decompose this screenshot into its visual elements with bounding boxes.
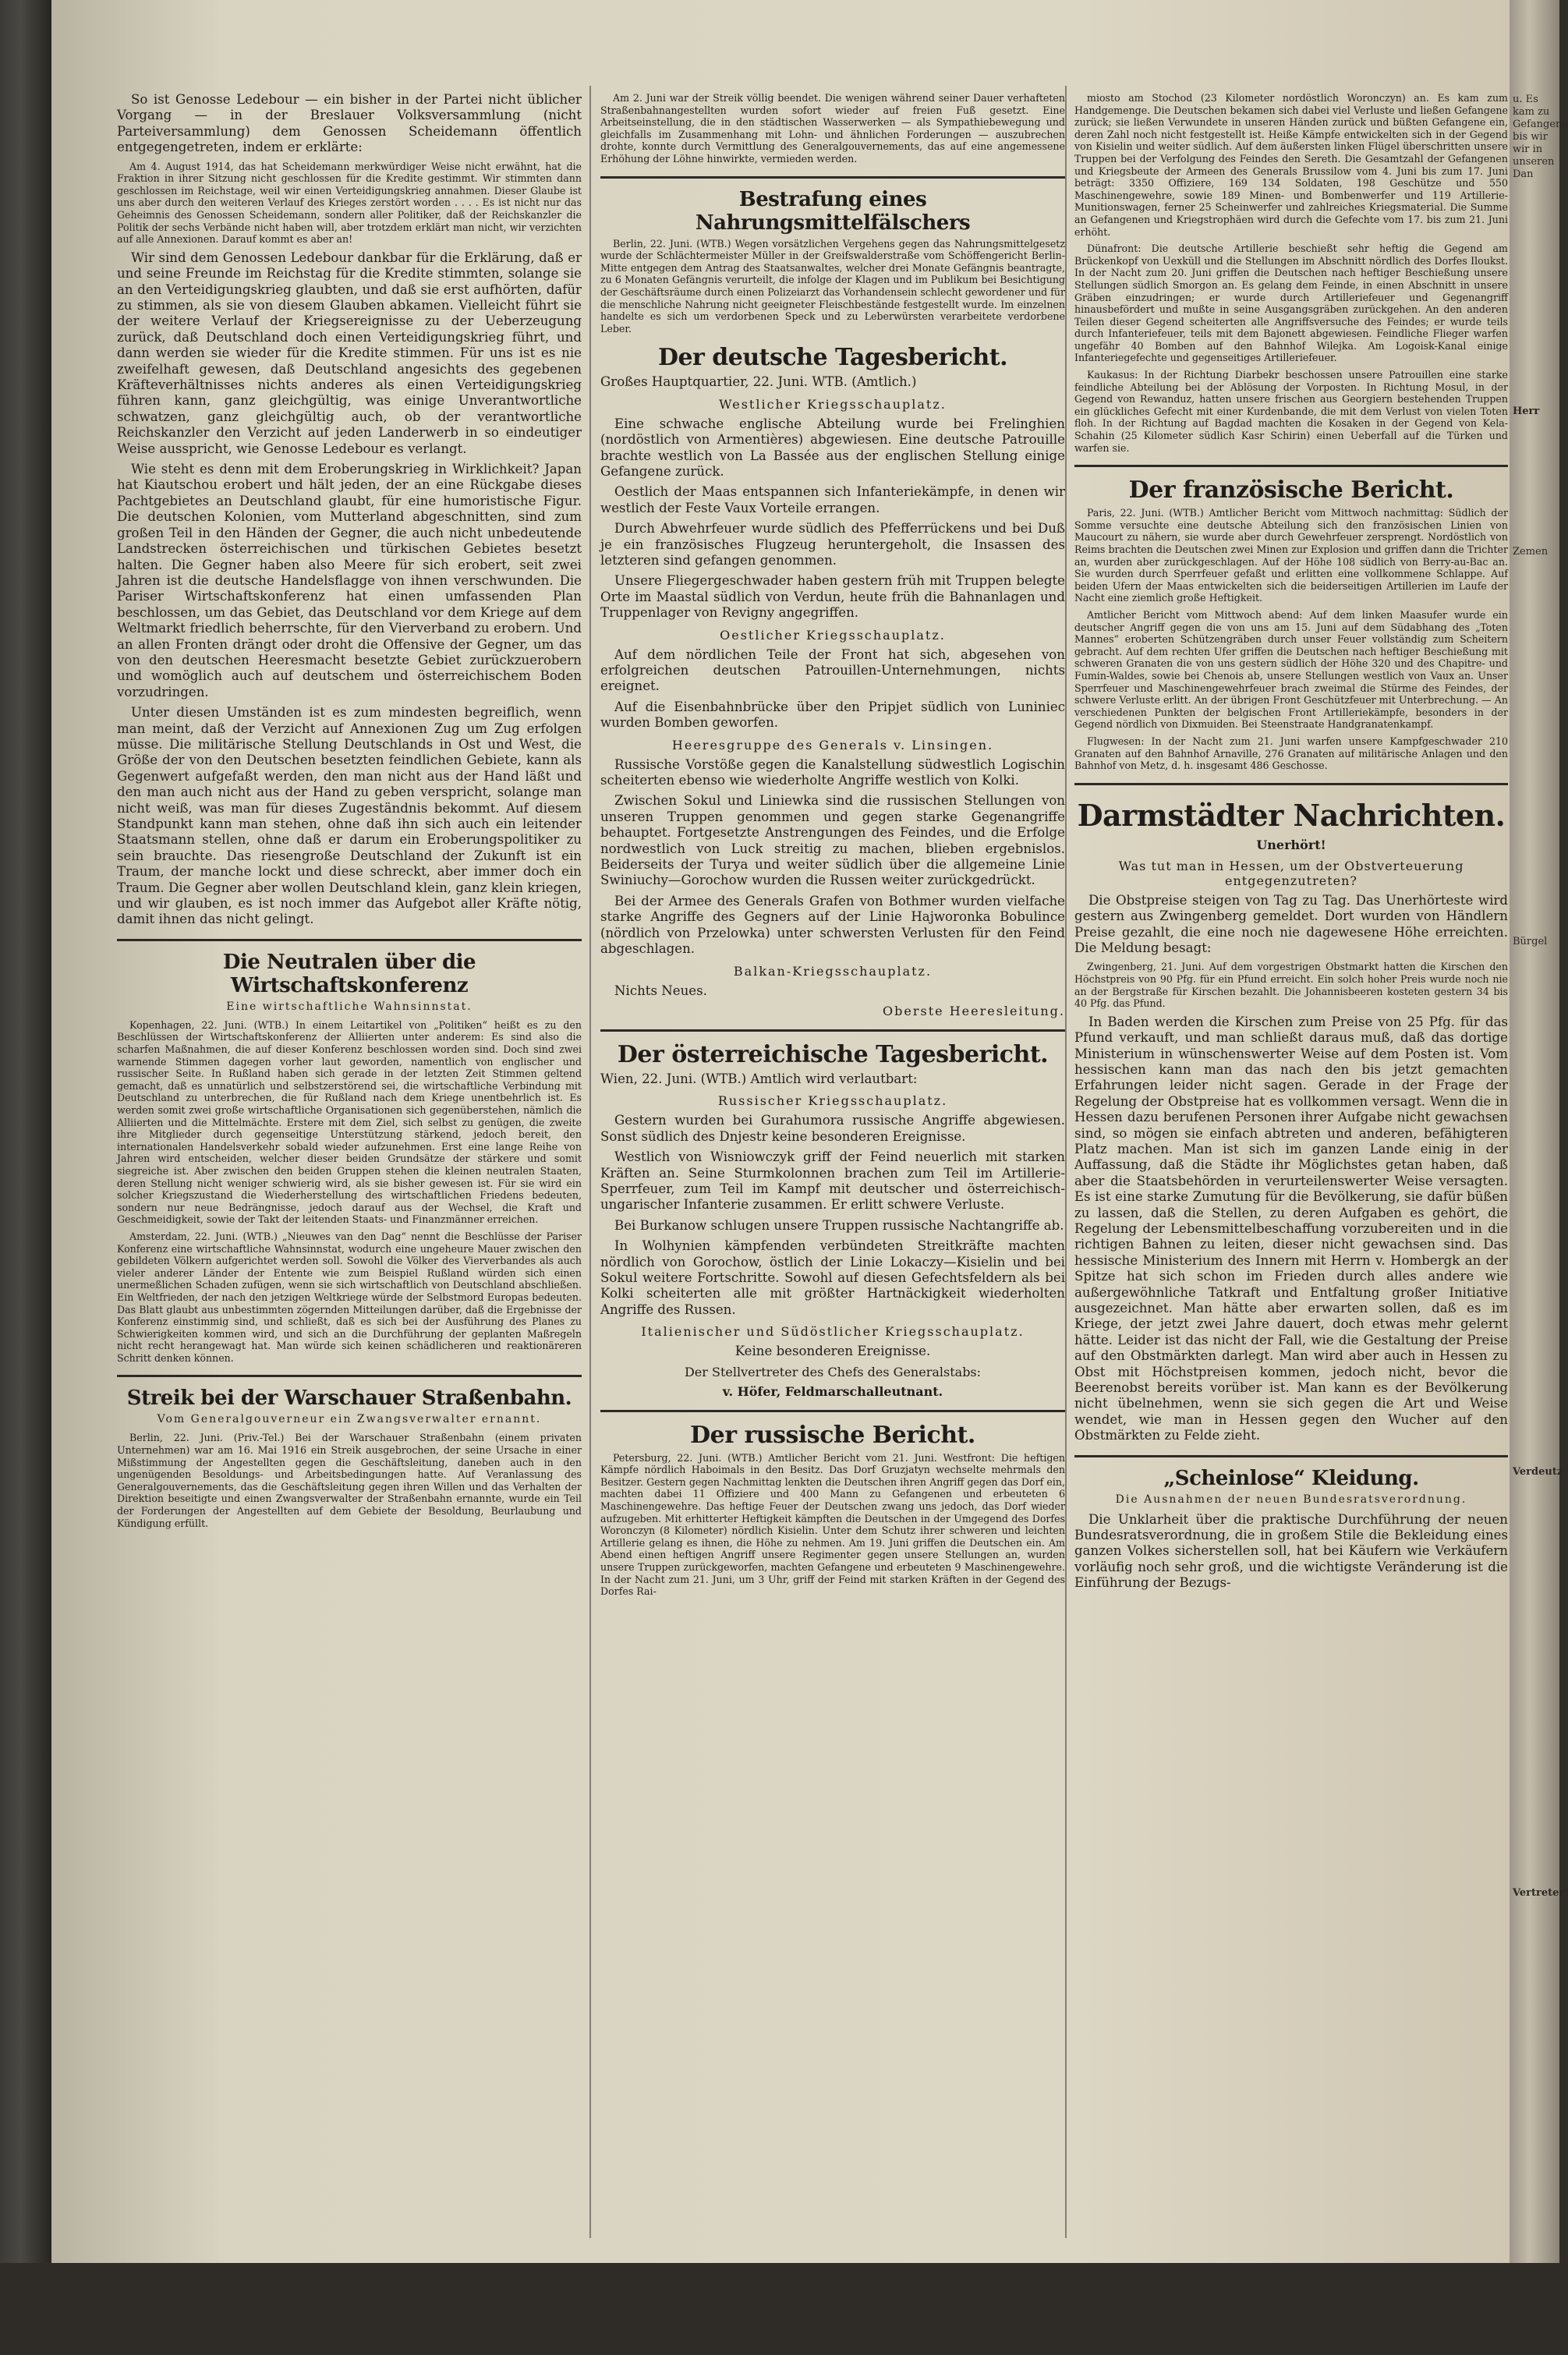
paragraph: Auf dem nördlichen Teile der Front hat sich, abgesehen von erfolgreichen deutschen Patrouillen-Unternehmungen, nichts ereignet. (600, 646, 1065, 694)
divider (600, 176, 1065, 179)
paragraph: Zwischen Sokul und Liniewka sind die russischen Stellungen von unseren Truppen genommen und gegen starke Gegenangriffe behauptet. Fortgesetzte Anstrengungen des Feindes, und die Erfolge nordwestlich von Luck streitig zu machen, blieben ergebnislos. Beiderseits der Turya und weiter südlich über die allgemeine Linie Swiniuchy—Gorochow wurden die Russen weiter zurückgedrückt. (600, 793, 1065, 888)
divider (600, 1029, 1065, 1032)
edge-text: Herr (1513, 405, 1540, 417)
paragraph: Gestern wurden bei Gurahumora russische Angriffe abgewiesen. Sonst südlich des Dnjestr keine besonderen Ereignisse. (600, 1113, 1065, 1144)
headline-neutrale: Die Neutralen über die Wirtschaftskonferenz (222, 950, 476, 997)
paragraph: Bei der Armee des Generals Grafen von Bothmer wurden vielfache starke Angriffe des Gegners auf der Linie Hajworonka Bobulince (nördlich von Przelowka) unter schwersten Verlusten für den Feind abgeschlagen. (600, 893, 1065, 957)
paragraph: Nichts Neues. (614, 983, 707, 998)
section-heading: Balkan-Kriegsschauplatz. (733, 963, 933, 979)
signature: Der Stellvertreter des Chefs des Generalstabs: (684, 1364, 982, 1379)
divider (117, 1375, 582, 1377)
paragraph: Russische Vorstöße gegen die Kanalstellung südwestlich Logischin scheiterten ebenso wie wiederholte Angriffe westlich von Kolki. (600, 756, 1065, 788)
divider (1074, 783, 1508, 785)
paragraph: Die Obstpreise steigen von Tag zu Tag. Das Unerhörteste wird gestern aus Zwingenberg gemeldet. Dort wurden von Händlern Preise gezahlt, die eine noch nie dagewesene Höhe erreichten. Die Meldung besagt: (1074, 892, 1508, 955)
paragraph: Am 2. Juni war der Streik völlig beendet. Die wenigen während seiner Dauer verhafteten Straßenbahnangestellten wurden sofort wieder auf freien Fuß gesetzt. Eine Arbeitseinstellung, die in den städtischen Wasserwerken — als Sympathiebewegung und gleichfalls im Zusammenhang mit Lohn- und ähnlichen Forderungen — auszubrechen drohte, konnte durch Vermittlung des Generalgouvernements, das auf eine angemessene Erhöhung der Löhne hinwirkte, vermieden werden. (600, 92, 1065, 165)
paragraph: Oestlich der Maas entspannen sich Infanteriekämpfe, in denen wir westlich der Feste Vaux Vorteile errangen. (600, 484, 1065, 515)
newspaper-page (51, 0, 1510, 2263)
paragraph: Kopenhagen, 22. Juni. (WTB.) In einem Leitartikel von „Politiken“ heißt es zu den Beschlüssen der Wirtschaftskonferenz der Alliierten unter anderem: Es sind also die scharfen Maßnahmen, die auf dieser Konferenz beschlossen worden sind. Doch sind zwei warnende Stimmen dagegen vorher laut geworden, namentlich von englischer und russischer Seite. In Rußland haben sich gerade in der letzten Zeit Stimmen geltend gemacht, daß es unnatürlich und selbstzerstörend sei, die wirtschaftliche Verbindung mit Deutschland zu unterbrechen, die für Rußland nach dem Kriege unentbehrlich ist. Es werden somit zwei große wirtschaftliche Organisationen sich gegenüberstehen, nämlich die Alliierten und die Mittelmächte. Erstere mit dem Ziel, sich selbst zu genügen, die zweite ihre Mitglieder durch gegenseitige Unterstützung stärkend, jedoch bereit, den internationalen Handelsverkehr sobald wieder aufzunehmen. Erst eine lange Reihe von Jahren wird entscheiden, welcher dieser beiden Grundsätze der stärkere und somit siegreiche ist. Aber zwischen den beiden Gruppen stehen die kleinen neutralen Staaten, deren Stellung nicht weniger schwierig wird, als sie bisher gewesen ist. Für sie wird ein solcher Kriegszustand die Wiederherstellung des wirtschaftlichen Friedens bedeuten, sondern nur neue Bedrängnisse, jedoch darauf aus der Wechsel, die Kraft und Geschmeidigkeit, sowie der Takt der leitenden Staats- und Finanzmänner erreichen. (117, 1018, 582, 1226)
paragraph: Amsterdam, 22. Juni. (WTB.) „Nieuwes van den Dag“ nennt die Beschlüsse der Pariser Konferenz eine wirtschaftliche Wahnsinnstat, wodurch eine ungeheure Mauer zwischen den gebildeten Völkern aufgerichtet werden soll. Sowohl die Völker des Vierverbandes als auch vieler anderer Länder der Entente wie zum Beispiel Rußland würden sich einen unermeßlichen Schaden zufügen, wenn sie sich wirtschaftlich von Deutschland abschließen. Ein Weltfrieden, der nach den jetzigen Weltkriege würde der Selbstmord Europas bedeuten. Das Blatt glaubt aus unbestimmten zögernden Mitteilungen darüber, daß die Ergebnisse der Konferenz einstimmig sind, und schließt, daß es sich bei der Ausführung des Planes zu Schwierigkeiten kommen wird, und sich an die Durchführung der geplanten Maßregeln nicht recht herangewagt hat. Man würde sich keinen schädlicheren und reaktionäreren Schritt denken können. (117, 1230, 582, 1364)
paragraph: Auf die Eisenbahnbrücke über den Pripjet südlich von Luniniec wurden Bomben geworfen. (600, 699, 1065, 731)
column-left (117, 92, 582, 2355)
divider (600, 1410, 1065, 1412)
signature: Oberste Heeresleitung. (883, 1003, 1065, 1018)
paragraph: Eine schwache englische Abteilung wurde bei Frelinghien (nordöstlich von Armentières) abgewiesen. Eine deutsche Patrouille brachte westlich von La Bassée aus der englischen Stellung einige Gefangene zurück. (600, 416, 1065, 479)
paragraph: miosto am Stochod (23 Kilometer nordöstlich Woronczyn) an. Es kam zum Handgemenge. Die Deutschen bekamen sich dabei viel Verluste und ließen Gefangene zurück; sie ließen Verwundete in unseren Händen zurück und büßten Gefangene ein, deren Zahl noch nicht festgestellt ist. Heiße Kämpfe entwickelten sich in der Gegend von Kisielin und weiter südlich. Auf dem äußersten linken Flügel überschritten unsere Truppen bei der Verfolgung des Feindes den Sereth. Die Gesamtzahl der Gefangenen und Kriegsbeute der Armeen des Generals Brussilow vom 4. Juni bis zum 17. Juni beträgt: 3350 Offiziere, 169 134 Soldaten, 198 Geschütze und 550 Maschinengewehre, sowie 189 Minen- und Bombenwerfer und 119 Artillerie-Munitionswagen, ferner 25 Scheinwerfer und zahlreiches Kriegsmaterial. Die Summe an Gefangenen und Kriegstrophäen wird durch die Gefechte vom 17. bis zum 21. Juni erhöht. (1074, 92, 1508, 238)
section-heading: Was tut man in Hessen, um der Obstverteuerung entgegenzutreten? (1118, 858, 1464, 888)
subheadline: Vom Generalgouverneur ein Zwangsverwalter ernannt. (157, 1413, 542, 1426)
paragraph: Unsere Fliegergeschwader haben gestern früh mit Truppen belegte Orte im Maastal südlich von Verdun, heute früh die Bahnanlagen und Truppenlager von Revigny angegriffen. (600, 573, 1065, 621)
section-heading: Heeresgruppe des Generals v. Linsingen. (671, 737, 994, 753)
headline-streik: Streik bei der Warschauer Straßenbahn. (126, 1386, 572, 1411)
headline-bestrafung: Bestrafung eines Nahrungsmittelfälschers (695, 187, 971, 235)
paragraph: Durch Abwehrfeuer wurde südlich des Pfefferrückens und bei Duß je ein französisches Flugzeug heruntergeholt, die Insassen des letzteren sind gefangen genommen. (600, 521, 1065, 568)
edge-text: Bürgel (1513, 936, 1548, 947)
paragraph: Wie steht es denn mit dem Eroberungskrieg in Wirklichkeit? Japan hat Kiautschou erobert und hält jeden, der an eine Rückgabe dieses Pachtgebietes an Deutschland glaubt, für eine humoristische Figur. Die deutschen Kolonien, vom Mutterland abgeschnitten, sind zum großen Teil in den Händen der Gegner, die auch nicht unbedeutende Landstrecken österreichischen und türkischen Gebietes besetzt halten. Die Gegner haben also Meere für sich erobert, seit zwei Jahren ist die deutsche Handelsflagge von ihnen verschwunden. Die Pariser Wirtschaftskonferenz hat einen umfassenden Plan beschlossen, um das Gebiet, das Deutschland vor dem Kriege auf dem Weltmarkt friedlich beherrschte, für den Vierverband zu erobern. Und an allen Fronten drängt oder droht die Offensive der Gegner, um das von den deutschen Heeresmacht besetzte Gebiet zurückzuerobern und womöglich auch auf deutschem und österreichischem Boden vorzudringen. (117, 462, 582, 699)
divider (1074, 1455, 1508, 1457)
signature: v. Höfer, Feldmarschalleutnant. (722, 1383, 943, 1399)
paragraph: In Wolhynien kämpfenden verbündeten Streitkräfte machten nördlich von Gorochow, östlich der Linie Lokaczy—Kisielin und bei Sokul weitere Fortschritte. Sowohl auf diesen Gefechtsfeldern als bei Kolki scheiterten alle mit größter Hartnäckigkeit wiederholten Angriffe des Russen. (600, 1238, 1065, 1317)
book-spine (0, 0, 51, 2263)
edge-text: Verdeutz (1513, 1466, 1563, 1478)
paragraph: Berlin, 22. Juni. (WTB.) Wegen vorsätzlichen Vergehens gegen das Nahrungsmittelgesetz wurde der Schlächtermeister Müller in der Greifswalderstraße vom Schöffengericht Berlin-Mitte entgegen dem Antrag des Staatsanwaltes, welcher drei Monate Gefängnis beantragte, zu 6 Monaten Gefängnis verurteilt, die infolge der Klagen und im Publikum bei Besichtigung der Geschäftsräume durch einen Polizeiarzt das Vorhandensein schlecht gewordener und für die menschliche Nahrung nicht geeigneter Fleischbestände festgestellt wurde. Im einzelnen handelte es sich um verdorbenen Speck und zu Leberwürsten verarbeitete verdorbene Leber. (600, 237, 1065, 335)
edge-text: u. Es kam zu Gefangene bis wir wir in unseren Dan (1513, 94, 1568, 180)
paragraph: Die Unklarheit über die praktische Durchführung der neuen Bundesratsverordnung, die in großem Stile die Bekleidung eines ganzen Volkes sicherstellen soll, hat bei Käufern wie Verkäufern vorläufig noch sehr groß, und die wichtigste Veränderung ist die Einführung der Bezugs- (1074, 1511, 1508, 1591)
paragraph: Westlich von Wisniowczyk griff der Feind neuerlich mit starken Kräften an. Seine Sturmkolonnen brachen zum Teil im Artillerie-Sperrfeuer, zum Teil im Kampf mit deutscher und österreichisch-ungarischer Infanterie zusammen. Er erlitt schwere Verluste. (600, 1149, 1065, 1213)
section-heading: Russischer Kriegsschauplatz. (717, 1093, 948, 1109)
dateline: Großes Hauptquartier, 22. Juni. WTB. (Amtlich.) (600, 374, 917, 390)
edge-text: Vertreter (1513, 1887, 1565, 1899)
section-heading: Oestlicher Kriegsschauplatz. (720, 627, 946, 643)
headline-franzoesischer-bericht: Der französische Bericht. (1128, 476, 1454, 505)
paragraph: Keine besonderen Ereignisse. (734, 1344, 931, 1359)
column-rule (1065, 86, 1067, 2238)
divider (1074, 465, 1508, 467)
paragraph: Flugwesen: In der Nacht zum 21. Juni warfen unsere Kampfgeschwader 210 Granaten auf den Bahnhof Arnaville, 276 Granaten auf militärische Anlagen und den Bahnhof von Metz, d. h. insgesamt 486 Geschosse. (1074, 735, 1508, 772)
headline-deutscher-bericht: Der deutsche Tagesbericht. (657, 344, 1008, 372)
paragraph: Kaukasus: In der Richtung Diarbekr beschossen unsere Patrouillen eine starke feindliche Abteilung bei der Ablösung der Vorposten. In Richtung Mosul, in der Gegend von Rewanduz, hatten unsere frischen aus Georgiern bestehenden Truppen ein glückliches Gefecht mit einer Kurdenbande, die mit dem Verlust von vielen Toten floh. In der Richtung auf Bagdad machten die Kosaken in der Gegend von Kela-Schahin (25 Kilometer südlich Kasr Schirin) einen Ueberfall auf die Türken und warfen sie. (1074, 369, 1508, 454)
paragraph: In Baden werden die Kirschen zum Preise von 25 Pfg. für das Pfund verkauft, und man schließt daraus muß, daß das dortige Ministerium in wünschenswerter Weise auf dem Posten ist. Vom hessischen kann man das nach den bis jetzt gemachten Erfahrungen leider nicht sagen. Gerade in der Frage der Regelung der Obstpreise hat es vollkommen versagt. Wenn die in Hessen dazu berufenen Personen ihrer Aufgabe nicht gewachsen sind, so mögen sie einfach abtreten und anderen, befähigteren Platz machen. Man ist sich im ganzen Lande einig in der Auffassung, daß die Städte ihr Möglichstes getan haben, daß aber die Staatsbehörden in verurteilenswerter Weise versagten. Es ist eine starke Zumutung für die Bevölkerung, sie dafür büßen zu lassen, daß die Stellen, zu deren Aufgaben es gehört, die Regelung der Lebensmittelbeschaffung vorzubereiten und in die richtigen Bahnen zu leiten, dieser nicht gewachsen sind. Das hessische Ministerium des Innern mit Herrn v. Hombergk an der Spitze hat sich schon im Frieden durch alles andere wie außergewöhnliche Tatkraft und Entfaltung großer Initiative ausgezeichnet. Man hätte aber erwarten sollen, daß es im Kriege, der jetzt zwei Jahre dauert, doch etwas mehr gelernt hätte. Leider ist das nicht der Fall, wie die Gestaltung der Preise auf den Obstmärkten darlegt. Man wird aber auch in Hessen zu Obst mit Höchstpreisen kommen, jedoch nicht, bevor die Beerenobst bereits vorüber ist. Man kann es der Bevölkerung nicht übelnehmen, wenn sie sich gegen die Art und Weise wendet, wie man in Hessen gegen den Wucher auf den Obstmärkten zu Felde zieht. (1074, 1014, 1508, 1443)
dateline: Wien, 22. Juni. (WTB.) Amtlich wird verlautbart: (600, 1071, 918, 1086)
headline-darmstaedter-nachrichten: Darmstädter Nachrichten. (1077, 797, 1506, 833)
paragraph: Unter diesen Umständen ist es zum mindesten begreiflich, wenn man meint, daß der Verzicht auf Annexionen Zug um Zug erfolgen müsse. Die militärische Stellung Deutschlands in Ost und West, die Größe der von den Deutschen besetzten feindlichen Gebiete, kann als Gegenwert aufgefaßt werden, den man nicht aus der Hand läßt und den man auch nicht aus der Hand zu geben verspricht, solange man nicht weiß, was man für dieses Zugeständnis bekommt. Auf diesem Standpunkt kann man stehen, ohne daß ihn sich auch ein leitender Staatsmann stellen, ohne daß er darum ein Eroberungspolitiker zu sein brauchte. Das riesengroße Deutschland der Zukunft ist ein Traum, der manche lockt und diese schreckt, aber immer doch ein Traum. Die Gegner aber wollen Deutschland klein, ganz klein kriegen, und wir glauben, es ist noch immer das Aufgebot aller Kräfte nötig, damit ihnen das nicht gelingt. (117, 705, 582, 927)
paragraph: Paris, 22. Juni. (WTB.) Amtlicher Bericht vom Mittwoch nachmittag: Südlich der Somme versuchte eine deutsche Abteilung sich den französischen Linien von Maucourt zu nähern, sie wurde aber durch Gewehrfeuer zersprengt. Nordöstlich von Reims brachten die Deutschen zwei Minen zur Explosion und griffen dann die Trichter an, wurden aber zurückgeschlagen. Auf der Höhe 108 südlich von Berry-au-Bac an. Sie wurden durch Sperrfeuer gefaßt und erlitten eine vollkommene Schlappe. Auf beiden Ufern der Maas entwickelten sich die beiderseitigen Artillerien im Laufe der Nacht eine ziemlich große Heftigkeit. (1074, 507, 1508, 604)
column-right (1074, 92, 1508, 2355)
column-middle (600, 92, 1065, 2355)
headline-oesterreichischer-bericht: Der österreichische Tagesbericht. (617, 1040, 1049, 1068)
paragraph: Petersburg, 22. Juni. (WTB.) Amtlicher Bericht vom 21. Juni. Westfront: Die heftigen Kämpfe nördlich Haboimals in den Besitz. Das Dorf Gruzjatyn wechselte mehrmals den Besitzer. Gestern gegen Nachmittag lenkten die Deutschen ihren Angriff gegen das Dorf ein, machten dabei 11 Offiziere und 400 Mann zu Gefangenen und erbeuteten 6 Maschinengewehre. Das heftige Feuer der Deutschen zwang uns jedoch, das Dorf wieder aufzugeben. Mit erhitterter Heftigkeit kämpften die Deutschen in der Umgegend des Dorfes Woronczyn (8 Kilometer) nördlich Kisielin. Unter dem Schutz ihrer schweren und leichten Artillerie gelang es ihnen, die Höhe zu nehmen. Am 19. Juni griffen die Deutschen ein. Am Abend einen heftigen Angriff unsere Regimenter gegen unsere Stellungen an, wurden unsere Truppen zurückgeworfen, machten Gefangene und erbeuteten 9 Maschinengewehre. In der Nacht zum 21. Juni, um 3 Uhr, griff der Feind mit starken Kräften in der Gegend des Dorfes Rai- (600, 1451, 1065, 1598)
section-heading: Westlicher Kriegsschauplatz. (719, 396, 947, 412)
paragraph: So ist Genosse Ledebour — ein bisher in der Partei nicht üblicher Vorgang — in der Breslauer Volksversammlung (nicht Parteiversammlung) dem Genossen Scheidemann öffentlich entgegengetreten, indem er erklärte: (117, 92, 582, 155)
headline-scheinlose-kleidung: „Scheinlose“ Kleidung. (1163, 1466, 1419, 1490)
headline-russischer-bericht: Der russische Bericht. (690, 1421, 975, 1449)
section-heading: Italienischer und Südöstlicher Kriegsschauplatz. (641, 1324, 1025, 1340)
subheadline: Eine wirtschaftliche Wahnsinnstat. (226, 1000, 473, 1013)
column-rule (589, 86, 591, 2238)
edge-text: Zemen (1513, 546, 1549, 558)
subheadline: Unerhört! (1256, 837, 1326, 852)
subheadline: Die Ausnahmen der neuen Bundesratsverordnung. (1115, 1493, 1467, 1506)
adjacent-page-edge (1510, 0, 1568, 2263)
paragraph: Dünafront: Die deutsche Artillerie beschießt sehr heftig die Gegend am Brückenkopf von Uexküll und die Stellungen im Abschnitt nördlich des Dorfes Iloukst. In der Nacht zum 20. Juni griffen die Deutschen nach heftiger Beschießung unsere Stellungen südlich Smorgon an. Es gelang dem Feinde, in einen Abschnitt in unsere Gräben einzudringen; er wurde durch Artilleriefeuer und Gegenangriff hinausbefördert und mußte in seine Ausgangsgräben zurückgehen. An den anderen Teilen dieser Gegend scheiterten alle Angriffsversuche des Feindes; er wurde teils durch Infanteriefeuer, teils mit dem Bajonett abgewiesen. Feindliche Flieger warfen ungefähr 40 Bomben auf den Bahnhof Wilejka. Am Logoisk-Kanal einige Infanteriegefechte und gegenseitiges Artilleriefeuer. (1074, 243, 1508, 364)
paragraph: Zwingenberg, 21. Juni. Auf dem vorgestrigen Obstmarkt hatten die Kirschen den Höchstpreis von 90 Pfg. für ein Pfund erreicht. Ein solch hoher Preis wurde noch nie an der Bergstraße für Kirschen bezahlt. Die Johannisbeeren kosteten gestern 34 bis 40 Pfg. das Pfund. (1074, 961, 1508, 1010)
divider (117, 939, 582, 941)
paragraph: Amtlicher Bericht vom Mittwoch abend: Auf dem linken Maasufer wurde ein deutscher Angriff gegen die von uns am 15. Juni auf dem Südabhang des „Toten Mannes“ eroberten Schützengräben durch unser Feuer vollständig zum Scheitern gebracht. Auf dem rechten Ufer griffen die Deutschen nach heftiger Beschießung mit schweren Granaten die von uns gestern südlich der Höhe 320 und des Chapitre- und Fumin-Waldes, sowie bei Chenois ab, unsere Stellungen westlich von Vaux an. Unser Sperrfeuer und Maschinengewehrfeuer brach zweimal die Stürme des Feindes, der schwere Verluste erlitt. An der übrigen Front Geschützfeuer mit Unterbrechung. — An verschiedenen Punkten der belgischen Front Artilleriekämpfe, besonders in der Gegend nördlich von Dixmuiden. Bei Steenstraate Handgranatenkampf. (1074, 608, 1508, 731)
paragraph: Wir sind dem Genossen Ledebour dankbar für die Erklärung, daß er und seine Freunde im Reichstag für die Kredite stimmten, solange sie an den Verteidigungskrieg glaubten, und daß sie erst aufhörten, dafür zu stimmen, als sie von diesem Glauben abkamen. Vielleicht führt sie der weitere Verlauf der Kriegsereignisse zu der Ueberzeugung zurück, daß Deutschland doch einen Verteidigungskrieg führt, und dann werden sie wieder für die Kredite stimmen. Für uns ist es nie zweifelhaft gewesen, daß Deutschland angesichts des gegebenen Kräfteverhältnisses nichts anderes als einen Verteidigungskrieg führen kann, ganz gleichgültig, was einige Unverantwortliche schwatzen, ganz gleichgültig auch, ob der verantwortliche Reichskanzler den Verzicht auf jeden Landerwerb in so eindeutiger Weise ausspricht, wie Genosse Ledebour es verlangt. (117, 250, 582, 456)
quote-paragraph: Am 4. August 1914, das hat Scheidemann merkwürdiger Weise nicht erwähnt, hat die Fraktion in ihrer Sitzung nicht geschlossen für die Kredite gestimmt. Wir stimmten dann geschlossen im Reichstage, weil wir einen Verteidigungskrieg annahmen. Dieser Glaube ist uns aber durch den weiteren Verlauf des Krieges zerstört worden . . . . Es ist nicht nur das Geheimnis des Genossen Scheidemann, sondern aller Politiker, daß der Reichskanzler die Politik der sechs Verbände nicht haben will, aber trotzdem erklärt man nicht, wir verzichten auf alle Annexionen. Darauf kommt es aber an! (117, 160, 582, 246)
paragraph: Berlin, 22. Juni. (Priv.-Tel.) Bei der Warschauer Straßenbahn (einem privaten Unternehmen) war am 16. Mai 1916 ein Streik ausgebrochen, der seine Ursache in einer Mißstimmung der Angestellten gegen die Geschäftsleitung, daneben auch in den ungenügenden Besoldungs- und Arbeitsbedingungen hatte. Auf Veranlassung des Generalgouvernements, das die Geschäftsleitung gegen ihren Willen und das Verhalten der Direktion beseitigte und einen Zwangsverwalter der Straßenbahn ernannte, wurde ein Teil der Forderungen der Angestellten auf dem Gebiete der Besoldung, Beurlaubung und Kündigung erfüllt. (117, 1432, 582, 1529)
paragraph: Bei Burkanow schlugen unsere Truppen russische Nachtangriffe ab. (614, 1217, 1064, 1233)
